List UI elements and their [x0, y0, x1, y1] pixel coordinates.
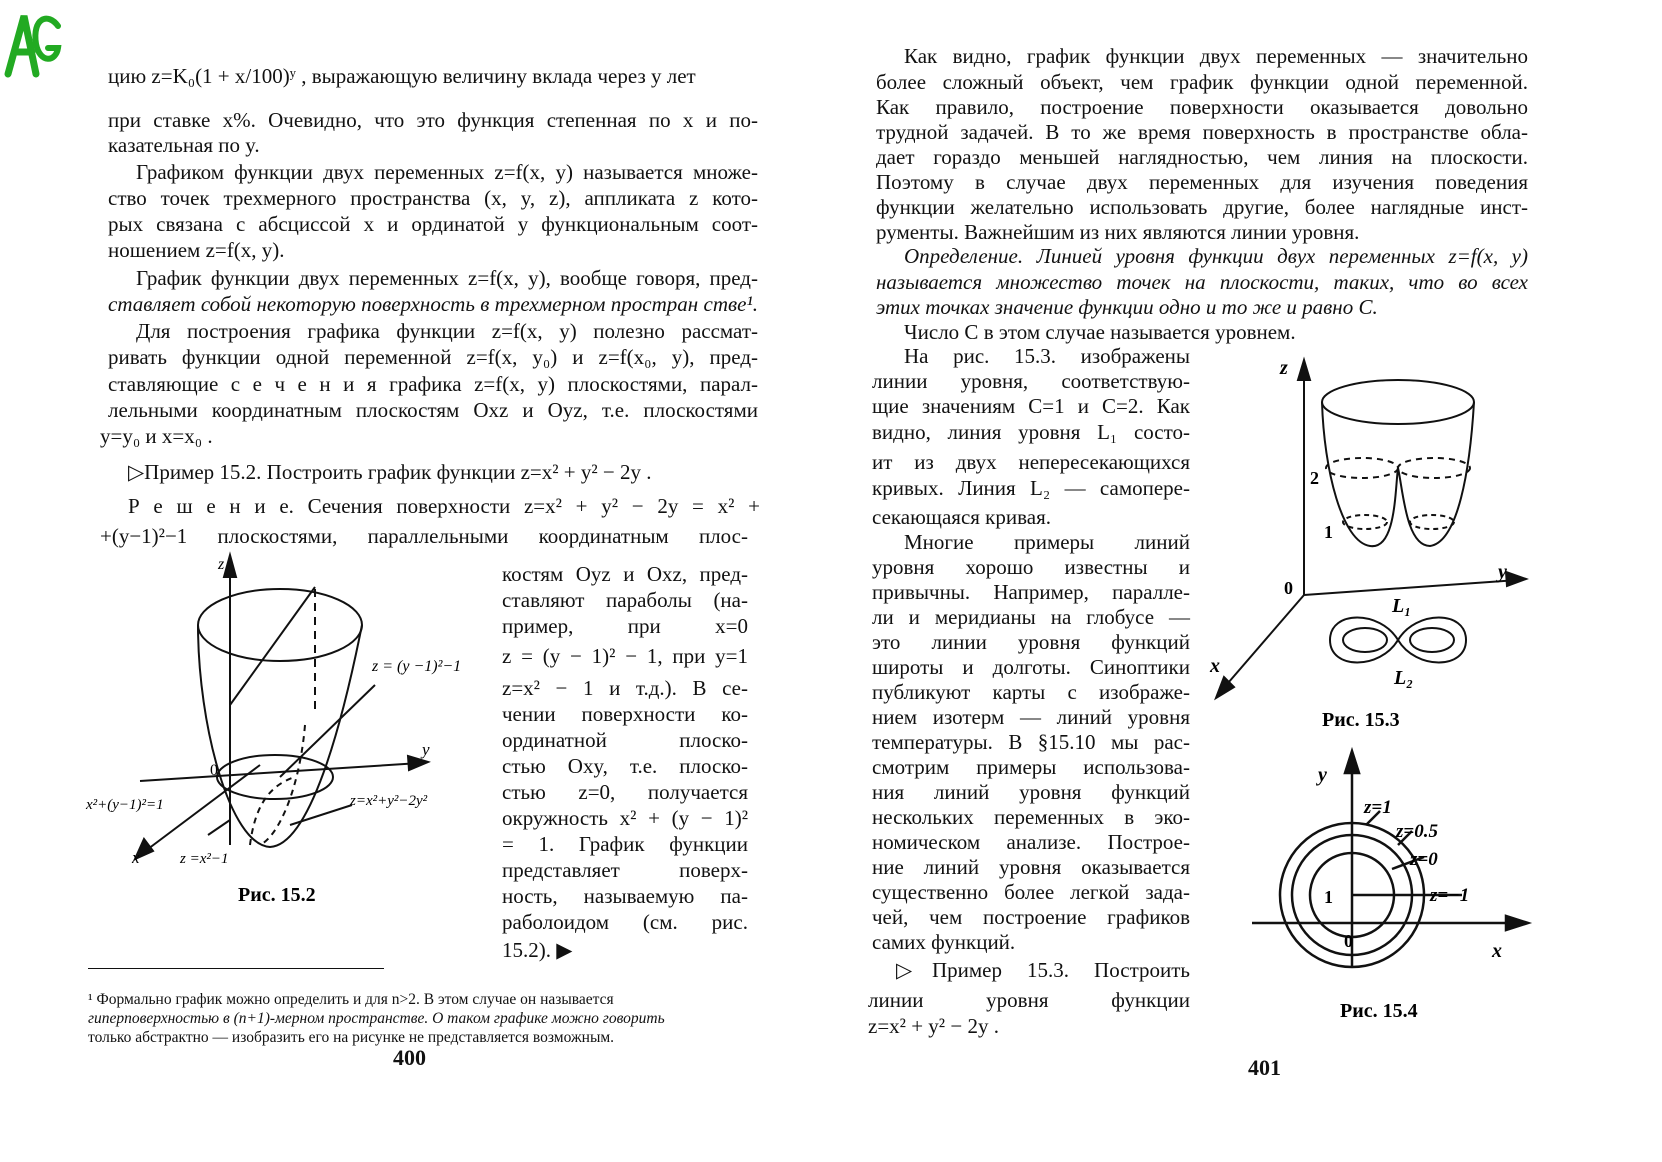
left-line-11: ривать функции одной переменной z=f(x, y₀) и z=f(x₀, y), пред- — [108, 345, 758, 369]
side-line: ность, называемую па- — [502, 884, 748, 908]
figure-15-3 — [1200, 350, 1560, 735]
fig2-curve2-label: z =x²−1 — [180, 851, 229, 867]
footnote-line-1: ¹ Формально график можно определить и для n>2. В этом случае он называется — [88, 991, 614, 1008]
right-line-2: более сложный объект, чем график функции одной переменной. — [876, 70, 1528, 94]
footnote-rule — [88, 968, 384, 969]
fig4-z05-label: z=0.5 — [1396, 821, 1438, 842]
fig4-one-label: 1 — [1324, 887, 1333, 907]
right-line-7: функции желательно использовать другие, более наглядные инст- — [876, 195, 1528, 219]
figure-15-4 — [1240, 745, 1560, 1035]
fig3-x-label: x — [1210, 655, 1220, 677]
side-line: Многие примеры линий — [904, 530, 1190, 554]
right-line-5: дает гораздо меньшей наглядностью, чем линия на плоскости. — [876, 145, 1528, 169]
fig4-caption: Рис. 15.4 — [1340, 1000, 1418, 1022]
fig4-y-label: y — [1318, 764, 1327, 786]
fig3-caption: Рис. 15.3 — [1322, 709, 1400, 731]
side-line: окружность x² + (y − 1)² — [502, 806, 748, 830]
side-line: широты и долготы. Синоптики — [872, 655, 1190, 679]
logo-mark — [2, 4, 64, 80]
side-line: ит из двух непересекающихся — [872, 450, 1190, 474]
left-line-8: График функции двух переменных z=f(x, y), вообще говоря, пред- — [136, 266, 758, 290]
right-line-3: Как правило, построение поверхности оказывается довольно — [876, 95, 1528, 119]
logo — [2, 4, 64, 80]
example-15-2: ▷Пример 15.2. Построить график функции z=x² + y² − 2y . — [128, 460, 652, 484]
left-line-3: казательная по y. — [108, 133, 260, 157]
side-line: температуры. В §15.10 мы рас- — [872, 730, 1190, 754]
side-line: чей, чем построение графиков — [872, 905, 1190, 929]
definition-line-2: называется множество точек на плоскости, таких, что во всех — [876, 270, 1528, 294]
left-line-10: Для построения графика функции z=f(x, y) полезно рассмат- — [136, 319, 758, 343]
side-line: представляет поверх- — [502, 858, 748, 882]
side-line: номическом анализе. Построе- — [872, 830, 1190, 854]
left-line-17: +(y−1)²−1 плоскостями, параллельными координатным плос- — [100, 524, 748, 548]
side-line: линии уровня функции — [868, 988, 1190, 1012]
left-line-16: Р е ш е н и е. Сечения поверхности z=x² + y² − 2y = x² + — [128, 494, 760, 518]
side-line: На рис. 15.3. изображены — [904, 344, 1190, 368]
left-line-5: ство точек трехмерного пространства (x, y, z), аппликата z кото- — [108, 186, 758, 210]
fig2-circle-label: x²+(y−1)²=1 — [86, 797, 164, 813]
footnote-line-2: гиперповерхностью в (n+1)-мерном пространстве. О таком графике можно говорить — [88, 1010, 665, 1027]
side-line: видно, линия уровня L₁ состо- — [872, 420, 1190, 444]
left-line-7: ношением z=f(x, y). — [108, 238, 285, 262]
fig2-y-label: y — [422, 740, 430, 759]
left-line-6: рых связана с абсциссой x и ординатой y функциональным соот- — [108, 212, 758, 236]
side-line: это линии уровня функций — [872, 630, 1190, 654]
right-line-4: трудной задачей. В то же время поверхность в пространстве обла- — [876, 120, 1528, 144]
definition-line-1: Определение. Линией уровня функции двух переменных z=f(x, y) — [904, 244, 1528, 268]
fig3-level2-label: 2 — [1310, 468, 1319, 488]
fig4-zm1-label: z=−1 — [1430, 885, 1470, 906]
right-line-8: рументы. Важнейшим из них являются линии уровня. — [876, 220, 1360, 244]
fig4-x-label: x — [1492, 940, 1502, 962]
left-line-12: ставляющие с е ч е н и я графика z=f(x, y) плоскостями, парал- — [108, 372, 758, 396]
side-line: z = (y − 1)² − 1, при y=1 — [502, 644, 748, 668]
side-line: чении поверхности ко- — [502, 702, 748, 726]
fig4-origin-label: 0 — [1344, 931, 1353, 951]
side-line: раболоидом (см. рис. — [502, 910, 748, 934]
fig3-level1-label: 1 — [1324, 522, 1333, 542]
left-line-13: лельными координатным плоскостям Oxz и Oyz, т.е. плоскостями — [108, 398, 758, 422]
side-line: 15.2). ▶ — [502, 938, 573, 962]
side-line: привычны. Например, паралле- — [872, 580, 1190, 604]
side-line: пример, при x=0 — [502, 614, 748, 638]
side-line: существенно более легкой зада- — [872, 880, 1190, 904]
fig4-z0-label: z=0 — [1410, 849, 1438, 870]
side-line: z=x² + y² − 2y . — [868, 1014, 999, 1038]
left-line-4: Графиком функции двух переменных z=f(x, y) называется множе- — [136, 160, 758, 184]
side-line: линии уровня, соответствую- — [872, 369, 1190, 393]
right-line-12: Число C в этом случае называется уровнем. — [904, 320, 1296, 344]
fig3-y-label: y — [1498, 561, 1507, 583]
fig3-z-label: z — [1280, 357, 1288, 379]
fig2-origin-label: 0 — [210, 762, 218, 779]
side-line: ния линий уровня функций — [872, 780, 1190, 804]
side-line: нием изотерм — линий уровня — [872, 705, 1190, 729]
side-line: z=x² − 1 и т.д.). В се- — [502, 676, 748, 700]
side-line: уровня хорошо известны и — [872, 555, 1190, 579]
side-line: костям Oyz и Oxz, пред- — [502, 562, 748, 586]
right-line-1: Как видно, график функции двух переменных — значительно — [904, 44, 1528, 68]
fig2-curve1-label: z = (y −1)²−1 — [372, 658, 462, 675]
page-number-left: 400 — [393, 1045, 426, 1070]
footnote-line-3: только абстрактно — изобразить его на рисунке не представляется возможным. — [88, 1029, 615, 1046]
fig3-L2-label: L₂ — [1394, 667, 1414, 689]
side-line: самих функций. — [872, 930, 1016, 954]
figure-15-2 — [80, 545, 500, 915]
side-line: стью Oxy, т.е. плоско- — [502, 754, 748, 778]
side-line: = 1. График функции — [502, 832, 748, 856]
fig3-origin-label: 0 — [1284, 578, 1293, 598]
fig3-L1-label: L₁ — [1392, 595, 1412, 617]
side-line: кривых. Линия L₂ — самопере- — [872, 476, 1190, 500]
side-line: стью z=0, получается — [502, 780, 748, 804]
fig2-z-label: z — [218, 556, 225, 573]
side-line: ставляют параболы (на- — [502, 588, 748, 612]
left-line-2: при ставке x%. Очевидно, что это функция степенная по x и по- — [108, 108, 758, 132]
fig4-z1-label: z=1 — [1364, 797, 1392, 818]
page-number-right: 401 — [1248, 1055, 1281, 1080]
left-line-14: y=y₀ и x=x₀ . — [100, 424, 213, 448]
left-line-1: цию z=K₀(1 + x/100)ʸ , выражающую величину вклада через y лет — [108, 64, 696, 88]
fig2-caption: Рис. 15.2 — [238, 884, 316, 906]
side-line: ординатной плоско- — [502, 728, 748, 752]
example-15-3: ▷Пример 15.3. Построить — [896, 958, 1190, 982]
side-line: нескольких переменных в эко- — [872, 805, 1190, 829]
fig2-surface-label: z=x²+y²−2y² — [350, 793, 428, 809]
side-line: ли и меридианы на глобусе — — [872, 605, 1190, 629]
side-line: ние линий уровня оказывается — [872, 855, 1190, 879]
side-line: секающаяся кривая. — [872, 505, 1051, 529]
side-line: публикуют карты с изображе- — [872, 680, 1190, 704]
definition-line-3: этих точках значение функции одно и то же и равно C. — [876, 295, 1378, 319]
right-line-6: Поэтому в случае двух переменных для изучения поведения — [876, 170, 1528, 194]
left-line-9: ставляет собой некоторую поверхность в трехмерном простран стве¹. — [108, 292, 758, 316]
side-line: щие значениям C=1 и C=2. Как — [872, 394, 1190, 418]
side-line: смотрим примеры использова- — [872, 755, 1190, 779]
fig2-x-label: x — [132, 848, 140, 867]
